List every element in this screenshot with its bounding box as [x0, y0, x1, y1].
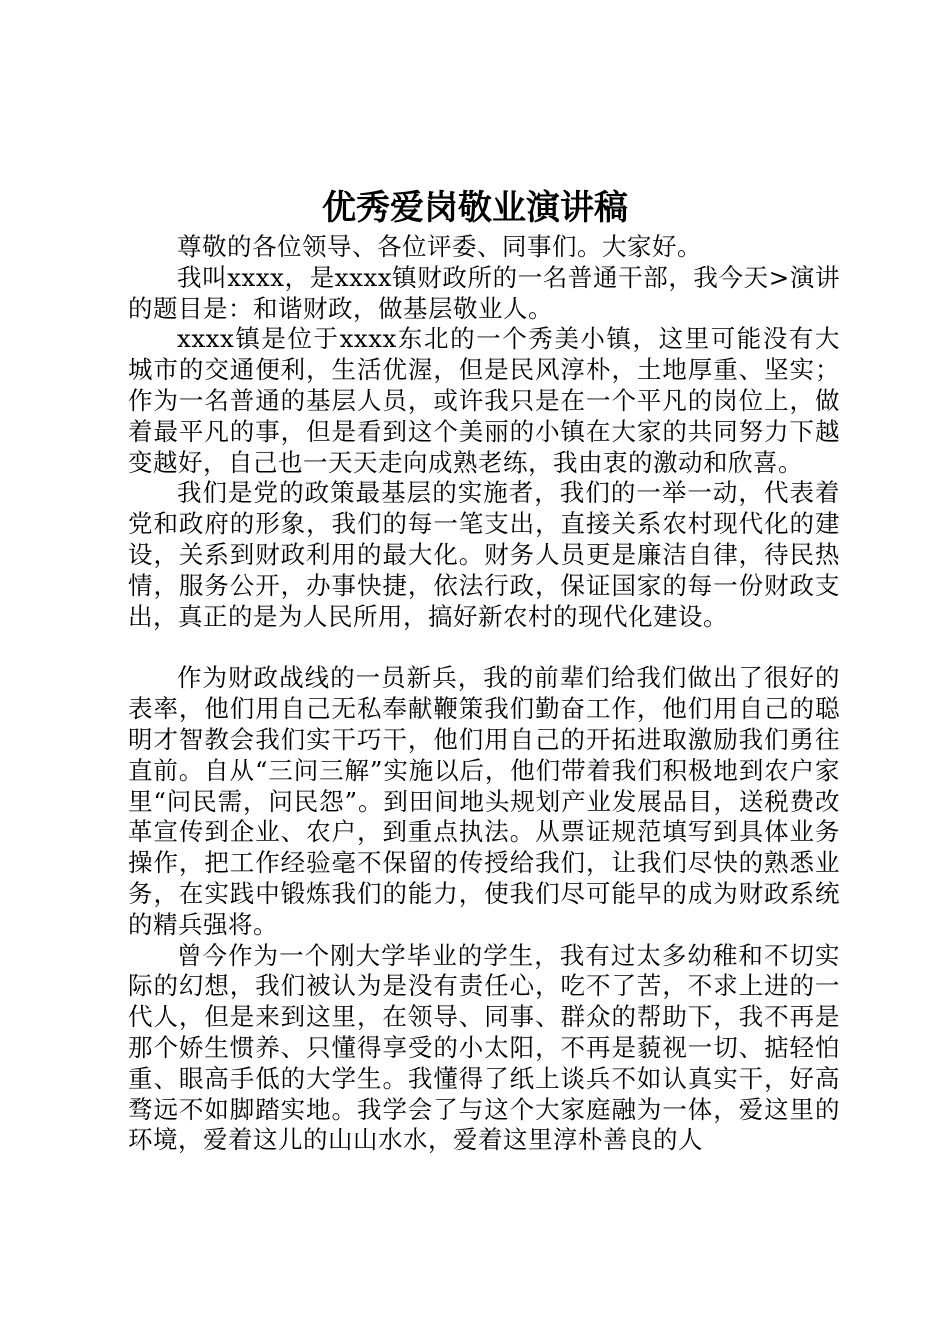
paragraph-spacer [128, 632, 840, 663]
paragraph-personal-growth: 曾今作为一个刚大学毕业的学生，我有过太多幼稚和不切实际的幻想，我们被认为是没有责任心，吃不了苦，不求上进的一代人，但是来到这里，在领导、同事、群众的帮助下，我不再是那个娇生惯养、只懂得享受的小太阳，不再是藐视一切、掂轻怕重、眼高手低的大学生。我懂得了纸上谈兵不如认真实干，好高骛远不如脚踏实地。我学会了与这个大家庭融为一体，爱这里的环境，爱着这儿的山山水水，爱着这里淳朴善良的人 [128, 940, 840, 1155]
paragraph-greeting: 尊敬的各位领导、各位评委、同事们。大家好。 [177, 232, 702, 261]
paragraph-policy-implementers: 我们是党的政策最基层的实施者，我们的一举一动，代表着党和政府的形象，我们的每一笔支出，直接关系农村现代化的建设，关系到财政利用的最大化。财务人员更是廉洁自律，待民热情，服务公开，办事快捷，依法行政，保证国家的每一份财政支出，真正的是为人民所用，搞好新农村的现代化建设。 [128, 478, 840, 631]
document-body [128, 232, 840, 1156]
paragraph-predecessors: 作为财政战线的一员新兵，我的前辈们给我们做出了很好的表率，他们用自己无私奉献鞭策我们勤奋工作，他们用自己的聪明才智教会我们实干巧干，他们用自己的开拓进取激励我们勇往直前。自从“三问三解”实施以后，他们带着我们积极地到农户家里“问民需，问民怨”。到田间地头规划产业发展品目，送税费改革宣传到企业、农户，到重点执法。从票证规范填写到具体业务操作，把工作经验毫不保留的传授给我们，让我们尽快的熟悉业务，在实践中锻炼我们的能力，使我们尽可能早的成为财政系统的精兵强将。 [128, 663, 840, 939]
paragraph-introduction: 我叫xxxx，是xxxx镇财政所的一名普通干部，我今天>演讲的题目是：和谐财政，做基层敬业人。 [128, 262, 840, 323]
document-title: 优秀爱岗敬业演讲稿 [322, 188, 628, 228]
paragraph-town-description: xxxx镇是位于xxxx东北的一个秀美小镇，这里可能没有大城市的交通便利，生活优渥，但是民风淳朴，土地厚重、坚实；作为一名普通的基层人员，或许我只是在一个平凡的岗位上，做着最平凡的事，但是看到这个美丽的小镇在大家的共同努力下越变越好，自己也一天天走向成熟老练，我由衷的激动和欣喜。 [128, 324, 840, 477]
